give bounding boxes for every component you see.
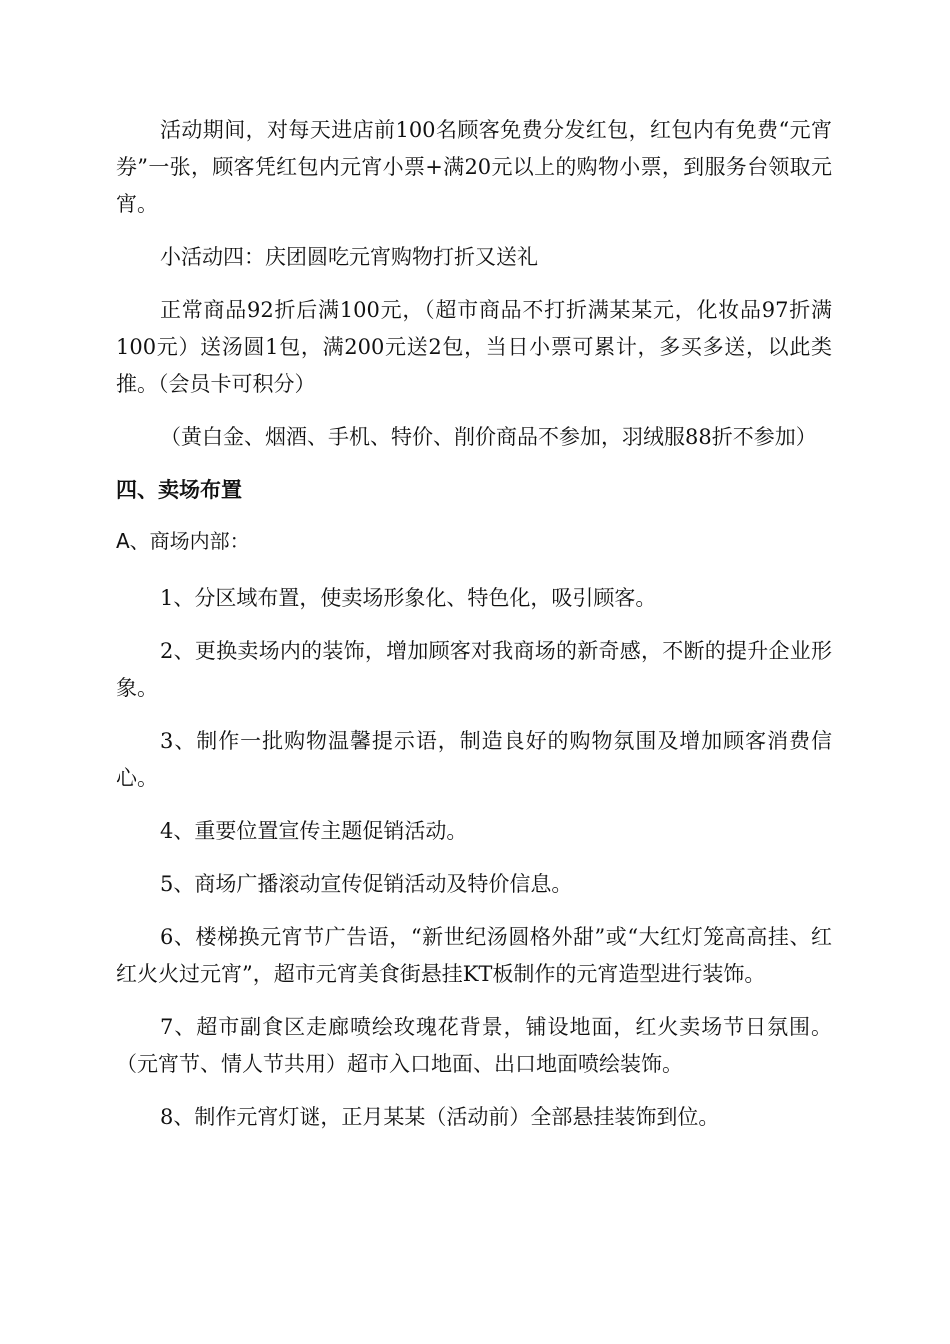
section-subheading: A、商场内部： — [116, 529, 250, 553]
list-item: 1、分区域布置，使卖场形象化、特色化，吸引顾客。 — [160, 586, 657, 610]
list-item: 8、制作元宵灯谜，正月某某（活动前）全部悬挂装饰到位。 — [160, 1105, 720, 1129]
document-body — [116, 112, 832, 1152]
list-item: 5、商场广播滚动宣传促销活动及特价信息。 — [160, 872, 573, 896]
list-item: 2、更换卖场内的装饰，增加顾客对我商场的新奇感，不断的提升企业形象。 — [116, 639, 832, 700]
list-item: 4、重要位置宣传主题促销活动。 — [160, 819, 468, 843]
section-heading: 四、卖场布置 — [116, 478, 242, 502]
list-item: 7、超市副食区走廊喷绘玫瑰花背景，铺设地面，红火卖场节日氛围。（元宵节、情人节共用）超市入口地面、出口地面喷绘装饰。 — [116, 1015, 832, 1076]
list-item: 3、制作一批购物温馨提示语，制造良好的购物氛围及增加顾客消费信心。 — [116, 729, 832, 790]
paragraph-exclusions: （黄白金、烟酒、手机、特价、削价商品不参加，羽绒服88折不参加） — [160, 425, 817, 449]
paragraph-activity-four-title: 小活动四：庆团圆吃元宵购物打折又送礼 — [160, 245, 538, 269]
paragraph-red-envelope: 活动期间，对每天进店前100名顾客免费分发红包，红包内有免费“元宵券”一张，顾客凭红包内元宵小票+满20元以上的购物小票，到服务台领取元宵。 — [116, 118, 832, 216]
paragraph-discount-rules: 正常商品92折后满100元，（超市商品不打折满某某元，化妆品97折满100元）送汤圆1包，满200元送2包，当日小票可累计，多买多送，以此类推。（会员卡可积分） — [116, 298, 832, 396]
list-item: 6、楼梯换元宵节广告语，“新世纪汤圆格外甜”或“大红灯笼高高挂、红红火火过元宵”，超市元宵美食街悬挂KT板制作的元宵造型进行装饰。 — [116, 925, 832, 986]
